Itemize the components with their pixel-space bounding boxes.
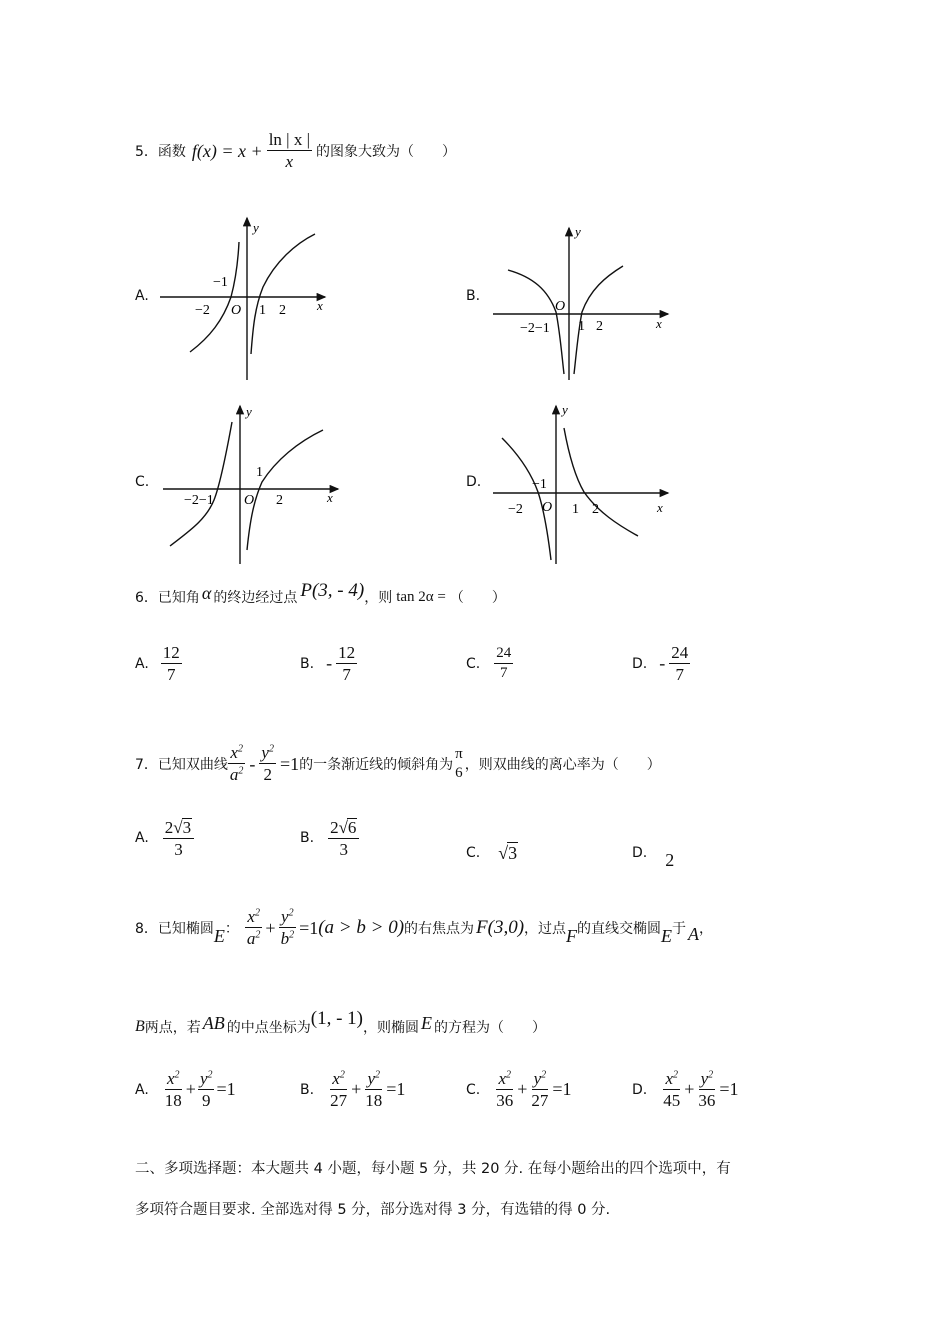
option-sign: -	[659, 653, 666, 674]
q8-AB: AB	[202, 1012, 225, 1033]
q6-stem-end: （ ）	[449, 590, 506, 606]
option-sign: -	[326, 653, 333, 674]
q6-point: P(3, - 4)	[300, 580, 365, 601]
tick-1: 1	[578, 319, 585, 334]
y-label: y	[246, 404, 252, 419]
frac-num: 12	[162, 643, 180, 662]
q7-option-c[interactable]	[466, 842, 518, 864]
x-label: x	[327, 490, 333, 505]
option-frac	[163, 818, 194, 859]
frac-num: $x^2$	[230, 743, 243, 763]
option-frac-y	[696, 1070, 717, 1110]
frac-num: 2√6	[328, 818, 359, 839]
option-label: A.	[135, 1081, 149, 1098]
q5-option-d-label: D.	[466, 474, 482, 490]
y-label: y	[562, 402, 568, 417]
tick-2: 2	[592, 502, 599, 517]
option-label: B.	[300, 830, 315, 847]
q8-colon: ：	[224, 921, 239, 937]
q5-graph-b	[488, 222, 678, 384]
q8-line2-a: 两点，若	[144, 1020, 201, 1036]
option-value: 2	[665, 850, 675, 870]
q8-plus: +	[265, 917, 276, 938]
option-eq: =1	[552, 1079, 572, 1100]
q8-stem-prefix: 8．已知椭圆	[135, 921, 214, 937]
q8-frac-y	[279, 908, 297, 948]
option-value: √3	[498, 843, 518, 863]
y-label: y	[253, 220, 259, 235]
option-eq: =1	[719, 1079, 739, 1100]
frac-den: 36	[698, 1090, 716, 1110]
q6-stem-then: ，则	[364, 590, 393, 606]
option-label: A.	[135, 830, 149, 847]
q7-eq-tail: =1	[279, 753, 300, 774]
q5-formula-frac	[267, 131, 312, 171]
frac-den: 7	[499, 664, 508, 681]
q5-option-a-label: A.	[135, 288, 149, 304]
q8-E2: E	[661, 925, 673, 946]
q6-alpha: α	[201, 582, 212, 603]
q7-stem-mid: 的一条渐近线的倾斜角为	[299, 757, 454, 773]
option-frac-x	[661, 1070, 682, 1110]
option-frac-y	[363, 1070, 384, 1110]
tick-neg2-neg1: −2−1	[520, 321, 550, 336]
x-label: x	[657, 500, 663, 515]
frac-den: 45	[663, 1090, 681, 1110]
q8-E3: E	[421, 1012, 433, 1033]
option-frac-x	[328, 1070, 349, 1110]
frac-den: 36	[496, 1090, 514, 1110]
q6-stem	[135, 580, 506, 608]
curve-left	[170, 422, 232, 546]
q8-A: A	[688, 923, 700, 944]
option-frac	[328, 818, 359, 859]
option-plus: +	[684, 1079, 695, 1100]
coef: 2	[330, 818, 339, 837]
frac-num: $y^2$	[533, 1069, 547, 1088]
frac-num: $y^2$	[367, 1069, 380, 1088]
frac-num: 2√3	[163, 818, 194, 839]
section2-line2: 多项符合题目要求. 全部选对得 5 分，部分选对得 3 分，有选错的得 0 分.	[135, 1202, 611, 1218]
option-label: A.	[135, 655, 149, 672]
q7-option-b[interactable]	[300, 818, 359, 859]
q8-stem-line2	[135, 1010, 546, 1044]
frac-den: 6	[455, 764, 463, 781]
y-label: y	[575, 224, 581, 239]
q8-E: E	[213, 925, 225, 946]
frac-den: 3	[339, 839, 348, 859]
origin-label: O	[542, 500, 553, 515]
frac-den: 27	[531, 1090, 549, 1110]
option-frac	[669, 644, 690, 684]
tick-neg1: −1	[213, 275, 228, 290]
option-label: D.	[632, 1081, 648, 1098]
frac-num: $y^2$	[199, 1069, 213, 1088]
frac-den: $a^2$	[246, 929, 261, 948]
q5-graph-c	[158, 400, 348, 568]
option-frac	[494, 646, 513, 682]
frac-num: $x^2$	[665, 1069, 678, 1088]
q5-graph-d	[488, 400, 678, 568]
q7-stem	[135, 736, 661, 792]
tick-neg2: −2	[508, 502, 523, 517]
option-label: B.	[300, 1081, 315, 1098]
tick-neg1: −1	[532, 477, 547, 492]
option-plus: +	[185, 1079, 196, 1100]
tick-2: 2	[279, 303, 286, 318]
frac-den: 27	[330, 1090, 348, 1110]
option-frac-y	[529, 1070, 550, 1110]
frac-den: 7	[342, 664, 351, 684]
q8-stem-line1	[135, 900, 713, 956]
q6-option-c[interactable]	[466, 646, 513, 682]
q8-option-b[interactable]	[300, 1070, 405, 1110]
q7-option-a[interactable]	[135, 818, 194, 859]
frac-den: 2	[263, 765, 272, 784]
frac-den: 18	[164, 1090, 182, 1110]
frac-den: 7	[675, 664, 684, 684]
option-label: C.	[466, 1081, 481, 1098]
q5-option-c-label: C.	[135, 474, 150, 490]
option-plus: +	[351, 1079, 362, 1100]
q8-line2-b: 的中点坐标为	[226, 1020, 311, 1036]
q8-line2-d: 的方程为（ ）	[434, 1020, 547, 1036]
frac-num: 12	[338, 643, 356, 662]
frac-num: $x^2$	[167, 1069, 180, 1088]
q8-stem-mid2: ，过点	[524, 921, 567, 937]
q5-stem-suffix: 的图象大致为（ ）	[315, 144, 456, 160]
q6-option-a[interactable]	[135, 644, 182, 684]
tick-neg2-neg1: −2−1	[184, 493, 214, 508]
tick-1: 1	[572, 502, 579, 517]
frac-den: $a^2$	[229, 765, 244, 784]
q5-formula-den: x	[285, 152, 294, 171]
q7-frac-y	[259, 744, 276, 784]
curve-left	[502, 438, 551, 560]
q6-stem-prefix: 6．已知角	[135, 590, 200, 606]
q8-mid: (1, - 1)	[310, 1008, 364, 1029]
q7-option-d[interactable]	[632, 842, 675, 870]
radicand: 6	[347, 818, 357, 837]
q5-stem	[135, 126, 456, 176]
tick-2: 2	[596, 319, 603, 334]
radicand: 3	[182, 818, 192, 837]
q8-F: F	[566, 925, 578, 946]
origin-label: O	[555, 299, 566, 314]
option-label: C.	[466, 655, 481, 672]
q6-stem-mid: 的终边经过点	[213, 590, 298, 606]
frac-num: $x^2$	[498, 1069, 511, 1088]
q8-comma: ，	[699, 921, 714, 937]
option-label: D.	[632, 844, 648, 861]
q8-frac-x	[245, 908, 263, 948]
frac-den: $b^2$	[280, 929, 295, 948]
option-frac	[336, 644, 357, 684]
option-eq: =1	[386, 1079, 406, 1100]
frac-num: 24	[671, 643, 689, 662]
frac-num: $y^2$	[281, 907, 294, 927]
frac-den: 9	[201, 1090, 211, 1110]
frac-num: $x^2$	[332, 1069, 345, 1088]
frac-num: π	[455, 745, 463, 762]
option-frac-x	[163, 1070, 184, 1110]
option-eq: =1	[216, 1079, 236, 1100]
q7-stem-prefix: 7．已知双曲线	[135, 757, 228, 773]
q5-formula-lhs: f(x) = x +	[191, 140, 263, 161]
tick-1: 1	[256, 465, 263, 480]
tick-neg2: −2	[195, 303, 210, 318]
x-label: x	[317, 298, 323, 313]
tick-2: 2	[276, 493, 283, 508]
q8-eq-tail: =1	[299, 917, 319, 938]
frac-den: 18	[365, 1090, 383, 1110]
q5-graph-a	[155, 212, 335, 384]
option-frac-x	[494, 1070, 515, 1110]
option-label: D.	[632, 655, 648, 672]
q6-option-d[interactable]	[632, 644, 690, 684]
origin-label: O	[231, 303, 242, 318]
q7-minus: -	[249, 753, 256, 774]
radicand: 3	[508, 843, 518, 863]
q8-stem-mid: 的右焦点为	[404, 921, 475, 937]
coef: 2	[164, 818, 174, 837]
q7-stem-end: ，则双曲线的离心率为（ ）	[464, 757, 661, 773]
frac-den: 7	[167, 664, 176, 684]
q8-line2-c: ，则椭圆	[363, 1020, 420, 1036]
frac-num: 24	[494, 646, 513, 664]
q8-focus: F(3,0)	[476, 917, 525, 938]
q5-stem-prefix: 5．函数	[135, 144, 186, 160]
q5-formula-num: ln | x |	[268, 130, 310, 150]
option-label: B.	[300, 655, 315, 672]
section2-line1: 二、多项选择题：本大题共 4 小题，每小题 5 分，共 20 分. 在每小题给出的四个选项中，有	[135, 1161, 731, 1177]
q5-option-b-label: B.	[466, 288, 481, 304]
q6-option-b[interactable]	[300, 644, 357, 684]
frac-num: $x^2$	[247, 907, 260, 927]
q8-stem-mid4: 于	[672, 921, 687, 937]
frac-den: 3	[174, 839, 183, 859]
origin-label: O	[244, 493, 255, 508]
q8-option-d[interactable]	[632, 1070, 739, 1110]
curve-right	[251, 234, 315, 354]
option-label: C.	[466, 845, 481, 861]
x-label: x	[656, 316, 662, 331]
q7-angle	[453, 747, 465, 782]
q6-expr: tan 2α =	[396, 588, 446, 605]
q7-frac-x	[228, 744, 246, 784]
option-plus: +	[517, 1079, 528, 1100]
q8-stem-mid3: 的直线交椭圆	[577, 921, 662, 937]
frac-num: $y^2$	[700, 1069, 714, 1088]
frac-num: $y^2$	[261, 743, 274, 763]
option-frac	[161, 644, 182, 684]
tick-1: 1	[259, 303, 266, 318]
q8-option-a[interactable]	[135, 1070, 236, 1110]
q8-cond: (a > b > 0)	[318, 917, 405, 938]
curve-right	[247, 430, 323, 550]
q8-B: B	[135, 1018, 145, 1035]
option-frac-y	[198, 1070, 215, 1110]
q8-option-c[interactable]	[466, 1070, 572, 1110]
curve-right	[564, 428, 638, 536]
